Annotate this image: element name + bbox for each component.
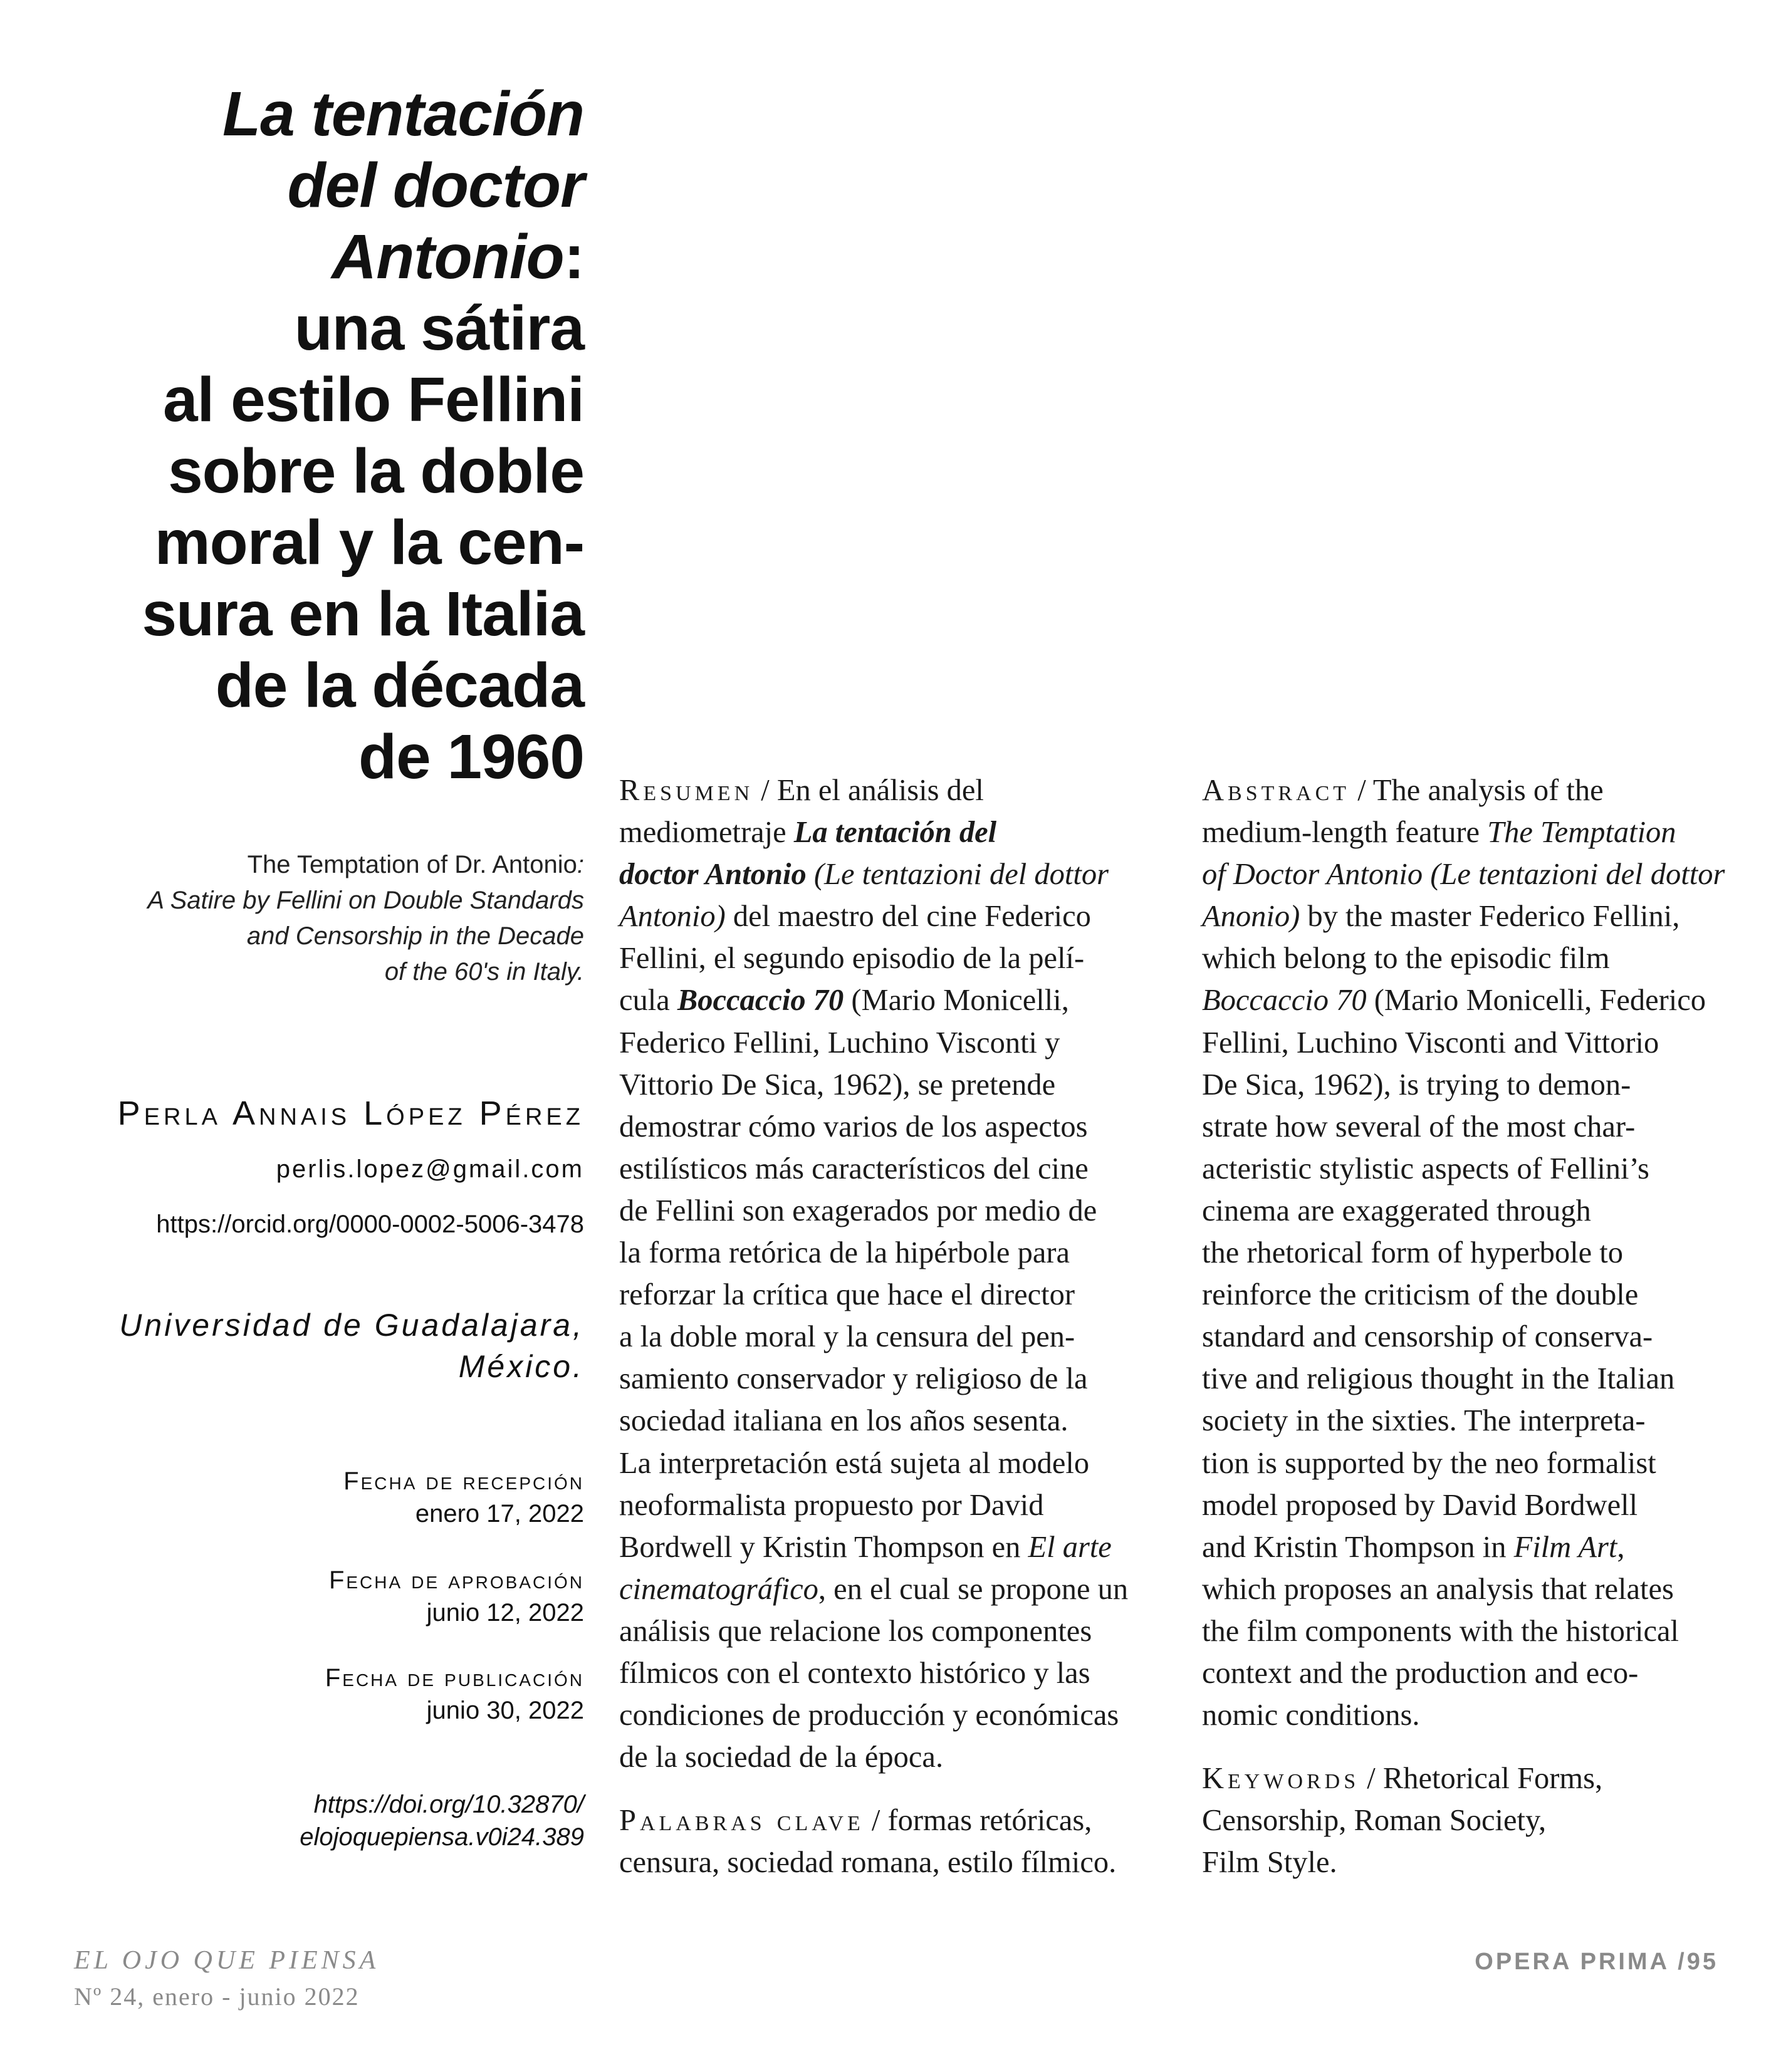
resumen-line: sociedad italiana en los años sesenta. [619,1404,1068,1438]
section-name: OPERA PRIMA [1475,1949,1669,1975]
abstract-label: Abstract [1202,774,1350,807]
abstract-text: medium-length feature [1202,816,1488,850]
publication-label: Fecha de publicación [325,1664,584,1692]
abstract-line [1202,769,1722,811]
paragraph-gap [1202,1736,1722,1757]
abstract-text: and Kristin Thompson in [1202,1530,1514,1564]
keywords-line [1202,1757,1722,1799]
resumen-text: mediometraje [619,816,794,850]
resumen-text: Bordwell y Kristin Thompson en [619,1530,1028,1564]
journal-name: EL OJO QUE PIENSA [74,1946,380,1975]
palabras-text: formas retóricas, [887,1804,1092,1838]
approval-value: junio 12, 2022 [426,1599,584,1627]
doi-link[interactable] [63,1788,584,1853]
resumen-line [619,853,1171,895]
title-colon: : [563,222,584,292]
film-title: The Temptation [1487,816,1676,850]
film-title: Boccaccio 70 [677,984,844,1018]
resumen-line: Fellini, el segundo episodio de la pelí- [619,942,1085,976]
resumen-line [619,1526,1171,1568]
journal-footer [74,1942,379,2015]
palabras-line [619,1799,1171,1841]
author-orcid-link[interactable]: https://orcid.org/0000-0002-5006-3478 [156,1210,584,1238]
resumen-line: estilísticos más característicos del cine [619,1152,1089,1185]
title-line: una sátira [294,293,584,363]
original-title: Antonio) [619,900,726,934]
publication-date [63,1662,584,1727]
label-separator: / [753,774,777,807]
resumen-line [619,979,1171,1021]
doi-line: https://doi.org/10.32870/ [313,1791,584,1818]
approval-date [63,1564,584,1629]
resumen-line: reforzar la crítica que hace el director [619,1278,1075,1312]
abstract-line: the film components with the historical [1202,1614,1679,1648]
resumen-line: de la sociedad de la época. [619,1741,944,1774]
title-line: La tentación [222,79,584,149]
subtitle-text: The Temptation of Dr. Antonio [247,851,577,878]
resumen-text: En el análisis del [776,774,984,807]
title-line-text: Antonio [332,222,564,292]
abstract-text: (Mario Monicelli, Federico [1366,984,1706,1018]
film-title: doctor Antonio [619,858,807,892]
title-line: sura en la Italia [142,579,584,649]
doi-line: elojoquepiensa.v0i24.389 [300,1823,584,1851]
abstract-line: which belong to the episodic film [1202,942,1610,976]
label-separator: / [1350,774,1373,807]
abstract-text: The analysis of the [1372,774,1604,807]
abstract-line: which proposes an analysis that relates [1202,1572,1674,1606]
resumen-line: Federico Fellini, Luchino Visconti y [619,1026,1060,1059]
title-line: al estilo Fellini [162,365,584,435]
resumen-text: cula [619,984,677,1018]
reception-value: enero 17, 2022 [415,1500,584,1528]
resumen-line: demostrar cómo varios de los aspectos [619,1110,1088,1143]
abstract-line: cinema are exaggerated through [1202,1194,1591,1227]
journal-issue: Nº 24, enero - junio 2022 [74,1982,360,2011]
resumen-line: Vittorio De Sica, 1962), se pretende [619,1068,1056,1101]
original-title: Anonio) [1202,900,1300,934]
keywords-line: Film Style. [1202,1846,1337,1880]
abstract-line: the rhetorical form of hyperbole to [1202,1236,1624,1270]
resumen-label: Resumen [619,774,754,807]
resumen-line [619,769,1171,811]
resumen-column [619,769,1171,1883]
subtitle-line: and Censorship in the Decade [246,922,584,950]
abstract-line: model proposed by David Bordwell [1202,1488,1638,1522]
keywords-label: Keywords [1202,1762,1360,1796]
resumen-text: (Mario Monicelli, [844,984,1069,1018]
abstract-line: of Doctor Antonio (Le tentazioni del dottor [1202,858,1725,892]
abstract-line: tive and religious thought in the Italian [1202,1362,1675,1396]
film-title: La tentación del [793,816,997,850]
abstract-line: acteristic stylistic aspects of Fellini’s [1202,1152,1649,1185]
title-line: moral y la cen- [154,508,584,578]
keywords-line: Censorship, Roman Society, [1202,1804,1547,1838]
palabras-line: censura, sociedad romana, estilo fílmico. [619,1846,1117,1880]
resumen-text: del maestro del cine Federico [725,900,1091,934]
label-separator: / [1359,1762,1383,1796]
abstract-line: nomic conditions. [1202,1699,1420,1732]
label-separator: / [864,1804,888,1838]
page-number: /95 [1678,1949,1718,1975]
affiliation-line: México. [458,1349,584,1384]
resumen-line [619,811,1171,853]
abstract-text: by the master Federico Fellini, [1300,900,1680,934]
author-email[interactable]: perlis.lopez@gmail.com [276,1155,584,1183]
resumen-line [619,895,1171,937]
paragraph-gap [619,1778,1171,1799]
subtitle-colon: : [577,851,584,878]
publication-value: junio 30, 2022 [426,1697,584,1724]
book-title: El arte [1028,1530,1112,1564]
title-line: de la década [215,650,584,721]
subtitle-line: A Satire by Fellini on Double Standards [147,887,584,914]
abstract-line [1202,1526,1722,1568]
abstract-line: reinforce the criticism of the double [1202,1278,1639,1312]
abstract-line: context and the production and eco- [1202,1656,1639,1690]
approval-label: Fecha de aprobación [328,1566,584,1594]
author-name: Perla Annais López Pérez [117,1095,584,1132]
palabras-label: Palabras clave [619,1804,864,1838]
resumen-text: , en el cual se propone un [818,1572,1129,1606]
book-title: cinematográfico [619,1572,818,1606]
resumen-line: la forma retórica de la hipérbole para [619,1236,1070,1270]
title-line: de 1960 [358,722,584,792]
english-subtitle [63,847,584,990]
title-line: del doctor [287,150,584,221]
resumen-line: La interpretación está sujeta al modelo [619,1446,1090,1480]
film-title: Boccaccio 70 [1202,984,1367,1018]
abstract-line: standard and censorship of conserva- [1202,1320,1653,1354]
resumen-line: condiciones de producción y económicas [619,1699,1119,1732]
reception-date [63,1465,584,1530]
resumen-line [619,1568,1171,1610]
resumen-line: análisis que relacione los componentes [619,1614,1092,1648]
abstract-column [1202,769,1725,1883]
abstract-text: , [1617,1530,1625,1564]
abstract-line: De Sica, 1962), is trying to demon- [1202,1068,1631,1101]
title-line [63,221,584,293]
keywords-text: Rhetorical Forms, [1382,1762,1603,1796]
abstract-line [1202,979,1722,1021]
abstract-line: tion is supported by the neo formalist [1202,1446,1656,1480]
resumen-line: samiento conservador y religioso de la [619,1362,1088,1396]
resumen-line: a la doble moral y la censura del pen- [619,1320,1075,1354]
title-line: sobre la doble [168,436,584,506]
page-footer [1475,1949,1718,1976]
author-affiliation [63,1304,584,1387]
abstract-line: society in the sixties. The interpreta- [1202,1404,1646,1438]
resumen-line: neoformalista propuesto por David [619,1488,1044,1522]
subtitle-line: of the 60's in Italy. [384,958,584,986]
book-title: Film Art [1513,1530,1617,1564]
reception-label: Fecha de recepción [343,1467,584,1495]
abstract-line: Fellini, Luchino Visconti and Vittorio [1202,1026,1659,1059]
article-title [63,78,584,793]
affiliation-line: Universidad de Guadalajara, [119,1308,584,1343]
subtitle-line [63,847,584,883]
abstract-line [1202,895,1722,937]
resumen-line: fílmicos con el contexto histórico y las [619,1656,1090,1690]
resumen-line: de Fellini son exagerados por medio de [619,1194,1097,1227]
abstract-line: strate how several of the most char- [1202,1110,1636,1143]
original-title: (Le tentazioni del dottor [806,858,1109,892]
abstract-line [1202,811,1722,853]
